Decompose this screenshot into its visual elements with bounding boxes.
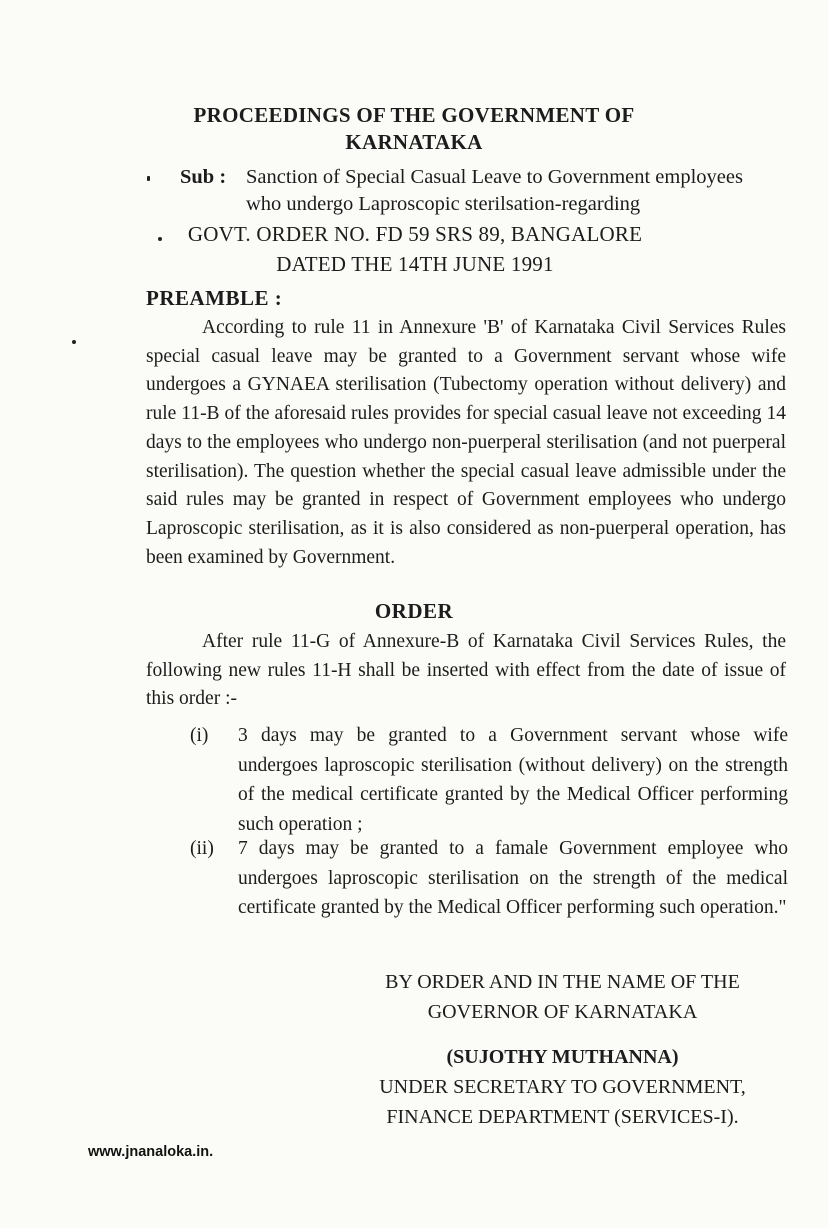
order-list-item (190, 721, 788, 839)
preamble-heading: PREAMBLE : (146, 286, 283, 310)
website-footer: www.jnanaloka.in. (88, 1144, 214, 1160)
by-order-line1: BY ORDER AND IN THE NAME OF THE (385, 971, 740, 993)
by-order-line2: GOVERNOR OF KARNATAKA (427, 1001, 698, 1023)
designation-line1: UNDER SECRETARY TO GOVERNMENT, (379, 1076, 746, 1098)
subject-line1: Sanction of Special Casual Leave to Government employees (246, 166, 743, 188)
designation-line2: FINANCE DEPARTMENT (SERVICES-I). (386, 1106, 739, 1128)
govt-order-number: GOVT. ORDER NO. FD 59 SRS 89, BANGALORE (187, 222, 643, 246)
order-heading: ORDER (374, 599, 454, 623)
govt-order-date: DATED THE 14TH JUNE 1991 (276, 252, 554, 276)
order-item-number: (ii) (190, 838, 214, 859)
preamble-paragraph: According to rule 11 in Annexure 'B' of Karnataka Civil Services Rules special casual leave may be granted to a Government servant whose wife undergoes a GYNAEA sterilisation (Tubectomy operation without delivery) and rule 11-B of the aforesaid rules provides for special casual leave not exceeding 14 days to the employees who undergo non-puerperal sterilisation (and not puerperal sterilisation). The question whether the special casual leave admissible under the said rules may be granted in respect of Government employees who undergo Laproscopic sterilisation, as it is also considered as non-puerperal operation, has been examined by Government. (146, 317, 786, 568)
order-item-text: 7 days may be granted to a famale Government employee who undergoes laproscopic sterilisation on the strength of the medical certificate granted by the Medical Officer performing such operation." (238, 838, 788, 918)
document-title-line2: KARNATAKA (345, 130, 483, 154)
subject-label: Sub : (180, 166, 227, 188)
order-list-item (190, 834, 788, 923)
order-intro-paragraph: After rule 11-G of Annexure-B of Karnataka Civil Services Rules, the following new rules 11-H shall be inserted with effect from the date of issue of this order :- (146, 631, 786, 710)
signatory-name: (SUJOTHY MUTHANNA) (446, 1046, 679, 1068)
scan-speck (147, 176, 150, 181)
document-title-line1: PROCEEDINGS OF THE GOVERNMENT OF (193, 103, 635, 127)
signature-authority (340, 967, 785, 1027)
order-item-text: 3 days may be granted to a Government servant whose wife undergoes laproscopic sterilisation (without delivery) on the strength of the medical certificate granted by the Medical Officer performing such operation ; (238, 725, 788, 835)
subject-block (180, 164, 790, 218)
signatory-designation (340, 1072, 785, 1132)
order-item-number: (i) (190, 725, 209, 746)
subject-line2: who undergo Laproscopic sterilsation-regarding (246, 193, 641, 215)
scan-speck (72, 340, 76, 344)
